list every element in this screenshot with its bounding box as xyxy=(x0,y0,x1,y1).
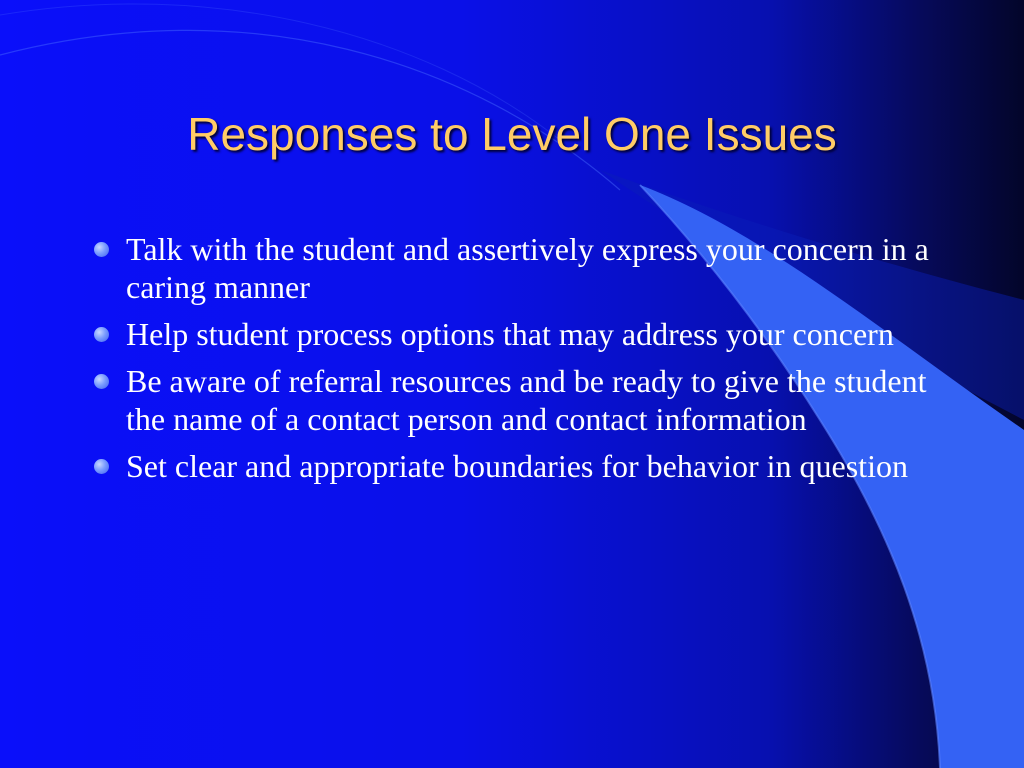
bullet-dot-icon xyxy=(94,327,109,342)
bullet-text: Help student process options that may address your concern xyxy=(126,316,894,352)
bullet-dot-icon xyxy=(94,374,109,389)
bullet-dot-icon xyxy=(94,459,109,474)
bullet-text: Set clear and appropriate boundaries for behavior in question xyxy=(126,448,908,484)
bullet-text: Be aware of referral resources and be ready to give the student the name of a contact person and contact information xyxy=(126,363,927,437)
slide-title: Responses to Level One Issues xyxy=(187,108,837,160)
list-item xyxy=(90,315,950,353)
bullet-list xyxy=(90,230,950,494)
list-item xyxy=(90,362,950,438)
bullet-text: Talk with the student and assertively express your concern in a caring manner xyxy=(126,231,929,305)
list-item xyxy=(90,447,950,485)
bullet-dot-icon xyxy=(94,242,109,257)
list-item xyxy=(90,230,950,306)
